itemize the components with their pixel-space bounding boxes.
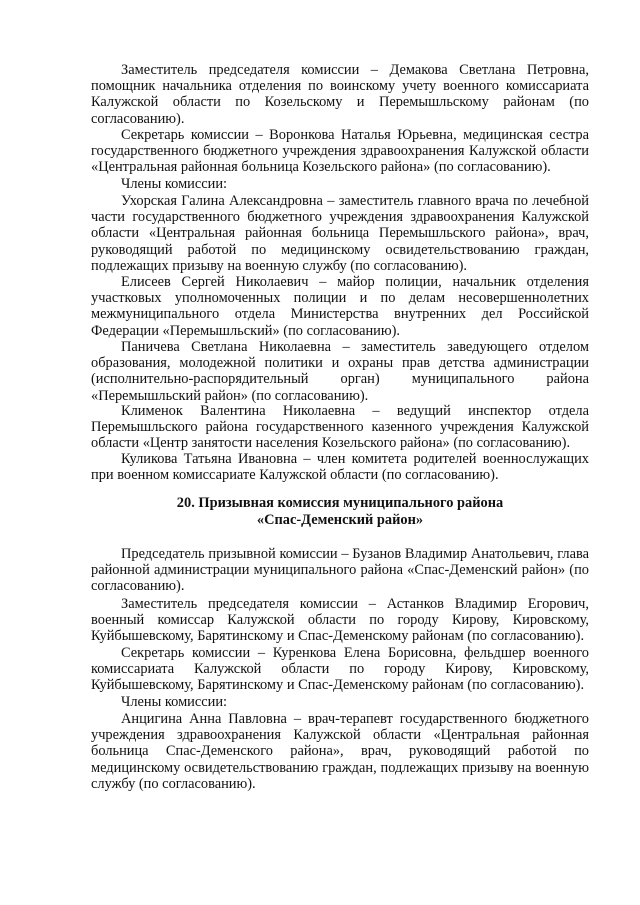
section-heading	[91, 495, 589, 529]
paragraph-member-ukhorskaya: Ухорская Галина Александровна – заместитель главного врача по лечебной части государственного бюджетного учреждения здравоохранения Калужской области «Центральная районная больница Перемышльского района», врач, руководящий работой по медицинскому освидетельствованию граждан, подлежащих призыву на военную службу (по согласованию).	[91, 193, 589, 274]
paragraph-members-label-2: Члены комиссии:	[121, 694, 228, 710]
paragraph-member-klimenok: Клименок Валентина Николаевна – ведущий инспектор отдела Перемышльского района государственного казенного учреждения Калужской области «Центр занятости населения Козельского района» (по согласованию).	[91, 403, 589, 452]
paragraph-secretary-voronkova: Секретарь комиссии – Воронкова Наталья Юрьевна, медицинская сестра государственного бюджетного учреждения здравоохранения Калужской области «Центральная районная больница Козельского района» (по согласованию).	[91, 127, 589, 176]
paragraph-deputy-chair-astankov: Заместитель председателя комиссии – Астанков Владимир Егорович, военный комиссар Калужской области по городу Кирову, Кировскому, Куйбышевскому, Барятинскому и Спас-Деменскому районам (по согласованию).	[91, 596, 589, 645]
paragraph-member-panicheva: Паничева Светлана Николаевна – заместитель заведующего отделом образования, молодежной политики и охраны прав детства администрации (исполнительно-распорядительный орган) муниципального района «Перемышльский район» (по согласованию).	[91, 339, 589, 404]
paragraph-members-label: Члены комиссии:	[121, 176, 228, 192]
paragraph-secretary-kurenkova: Секретарь комиссии – Куренкова Елена Борисовна, фельдшер военного комиссариата Калужской области по городу Кирову, Кировскому, Куйбышевскому, Барятинскому и Спас-Деменскому районам (по согласованию).	[91, 645, 589, 694]
section-heading-line-2: «Спас-Деменский район»	[256, 512, 424, 528]
paragraph-member-kulikova: Куликова Татьяна Ивановна – член комитета родителей военнослужащих при военном комиссариате Калужской области (по согласованию).	[91, 451, 589, 484]
section-heading-line-1: 20. Призывная комиссия муниципального района	[176, 495, 504, 511]
paragraph-deputy-chair-demakova: Заместитель председателя комиссии – Демакова Светлана Петровна, помощник начальника отделения по воинскому учету военного комиссариата Калужской области по Козельскому и Перемышльскому районам (по согласованию).	[91, 62, 589, 127]
paragraph-member-eliseev: Елисеев Сергей Николаевич – майор полиции, начальник отделения участковых уполномоченных полиции и по делам несовершеннолетних межмуниципального отдела Министерства внутренних дел Российской Федерации «Перемышльский» (по согласованию).	[91, 274, 589, 339]
paragraph-member-antsigina: Анцигина Анна Павловна – врач-терапевт государственного бюджетного учреждения здравоохранения Калужской области «Центральная районная больница Спас-Деменского района», врач, руководящий работой по медицинскому освидетельствованию граждан, подлежащих призыву на военную службу (по согласованию).	[91, 711, 589, 792]
paragraph-chair-buzanov: Председатель призывной комиссии – Бузанов Владимир Анатольевич, глава районной администрации муниципального района «Спас-Деменский район» (по согласованию).	[91, 546, 589, 595]
